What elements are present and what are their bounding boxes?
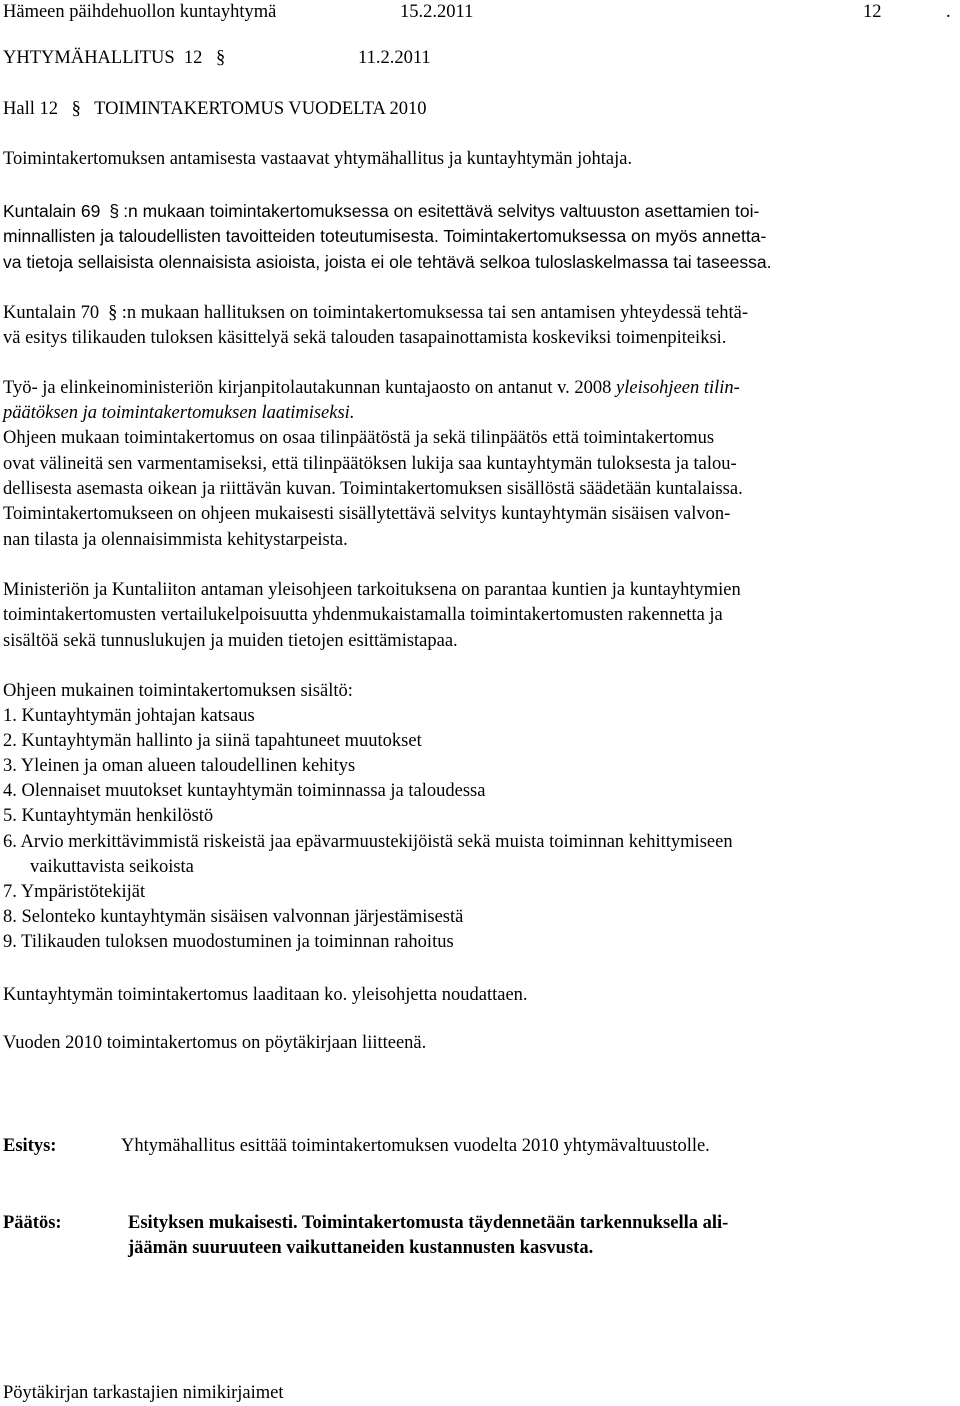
meeting-body: YHTYMÄHALLITUS [3, 48, 175, 68]
paragraph-attachment: Vuoden 2010 toimintakertomus on pöytäkirjaan liitteenä. [3, 1033, 427, 1053]
list-item: 3. Yleinen ja oman alueen taloudellinen kehitys [3, 756, 356, 776]
page-footer: Pöytäkirjan tarkastajien nimikirjaimet [3, 1383, 284, 1403]
contents-heading: Ohjeen mukainen toimintakertomuksen sisältö: [3, 681, 353, 701]
paragraph-preparation: Kuntayhtymän toimintakertomus laaditaan ko. yleisohjetta noudattaen. [3, 985, 528, 1005]
meeting-line [3, 46, 230, 71]
guideline-title: yleisohjeen tilin- [616, 378, 740, 398]
paragraph-purpose: Ministeriön ja Kuntaliiton antaman yleisohjeen tarkoituksena on parantaa kuntien ja kuntayhtymien [3, 580, 741, 600]
text-fragment: :n mukaan hallituksen on toimintakertomuksessa tai sen antamisen yhteydessä tehtä- [121, 303, 748, 323]
list-item: 7. Ympäristötekijät [3, 882, 146, 902]
meeting-date: 11.2.2011 [358, 48, 431, 68]
text-line: sisältöä sekä tunnuslukujen ja muiden tietojen esittämistapaa. [3, 631, 458, 651]
header-dot: . [946, 2, 951, 22]
section-sign: § [216, 48, 226, 68]
section-sign: § [71, 99, 81, 119]
list-item: 2. Kuntayhtymän hallinto ja siinä tapahtuneet muutokset [3, 731, 422, 751]
guideline-title-line: päätöksen ja toimintakertomuksen laatimiseksi. [3, 403, 355, 423]
list-item: 1. Kuntayhtymän johtajan katsaus [3, 706, 255, 726]
text-line: ovat välineitä sen varmentamiseksi, että tilinpäätöksen lukija saa kuntayhtymän tuloksesta ja talou- [3, 454, 737, 474]
proposal-label: Esitys: [3, 1136, 57, 1156]
section-sign: § [109, 201, 120, 221]
page-number: 12 [863, 2, 882, 22]
item-title [3, 97, 427, 122]
text-line: va tietoja sellaisista olennaisista asioista, joista ei ole tehtävä selkoa tuloslaskelmassa tai taseessa. [3, 252, 772, 272]
paragraph-guideline [3, 376, 740, 401]
proposal-text: Yhtymähallitus esittää toimintakertomuksen vuodelta 2010 yhtymävaltuustolle. [121, 1136, 710, 1156]
paragraph-kuntalaki-69 [3, 199, 759, 224]
decision-text: Esityksen mukaisesti. Toimintakertomusta täydennetään tarkennuksella ali- [128, 1213, 729, 1233]
paragraph-responsibility: Toimintakertomuksen antamisesta vastaavat yhtymähallitus ja kuntayhtymän johtaja. [3, 149, 633, 169]
paragraph-kuntalaki-70 [3, 301, 748, 326]
text-fragment: Työ- ja elinkeinoministeriön kirjanpitolautakunnan kuntajaosto on antanut v. 2008 [3, 378, 617, 398]
item-heading: TOIMINTAKERTOMUS VUODELTA 2010 [94, 99, 427, 119]
text-line: Toimintakertomukseen on ohjeen mukaisesti sisällytettävä selvitys kuntayhtymän sisäisen valvon- [3, 504, 731, 524]
header-date: 15.2.2011 [400, 2, 474, 22]
list-item: 4. Olennaiset muutokset kuntayhtymän toiminnassa ja taloudessa [3, 781, 486, 801]
text-fragment: Kuntalain 69 [3, 201, 101, 221]
text-line: nan tilasta ja olennaisimmista kehitystarpeista. [3, 530, 348, 550]
decision-text: jäämän suuruuteen vaikuttaneiden kustannusten kasvusta. [128, 1238, 594, 1258]
list-item: 5. Kuntayhtymän henkilöstö [3, 806, 214, 826]
text-line: toimintakertomusten vertailukelpoisuutta yhdenmukaistamalla toimintakertomusten rakennetta ja [3, 605, 723, 625]
list-item: 8. Selonteko kuntayhtymän sisäisen valvonnan järjestämisestä [3, 907, 464, 927]
document-header [3, 0, 276, 25]
text-line: Ohjeen mukaan toimintakertomus on osaa tilinpäätöstä ja sekä tilinpäätös että toimintakertomus [3, 428, 715, 448]
list-item-continuation: vaikuttavista seikoista [30, 857, 194, 877]
text-line: minnallisten ja taloudellisten tavoitteiden toteutumisesta. Toimintakertomuksessa on myös annetta- [3, 226, 767, 246]
decision-label: Päätös: [3, 1213, 62, 1233]
meeting-number: 12 [183, 48, 203, 68]
item-number: Hall 12 [3, 99, 58, 119]
text-line: dellisesta asemasta oikean ja riittävän kuvan. Toimintakertomuksen sisällöstä säädetään kuntalaissa. [3, 479, 743, 499]
text-line: vä esitys tilikauden tuloksen käsittelyä sekä talouden tasapainottamista koskeviksi toimenpiteiksi. [3, 328, 727, 348]
organization-name: Hämeen päihdehuollon kuntayhtymä [3, 2, 277, 22]
text-fragment: Kuntalain 70 [3, 303, 100, 323]
section-sign: § [108, 303, 118, 323]
text-fragment: :n mukaan toimintakertomuksessa on esitettävä selvitys valtuuston asettamien toi- [123, 201, 760, 221]
list-item: 9. Tilikauden tuloksen muodostuminen ja toiminnan rahoitus [3, 932, 454, 952]
list-item: 6. Arvio merkittävimmistä riskeistä jaa epävarmuustekijöistä sekä muista toiminnan kehittymiseen [3, 832, 733, 852]
